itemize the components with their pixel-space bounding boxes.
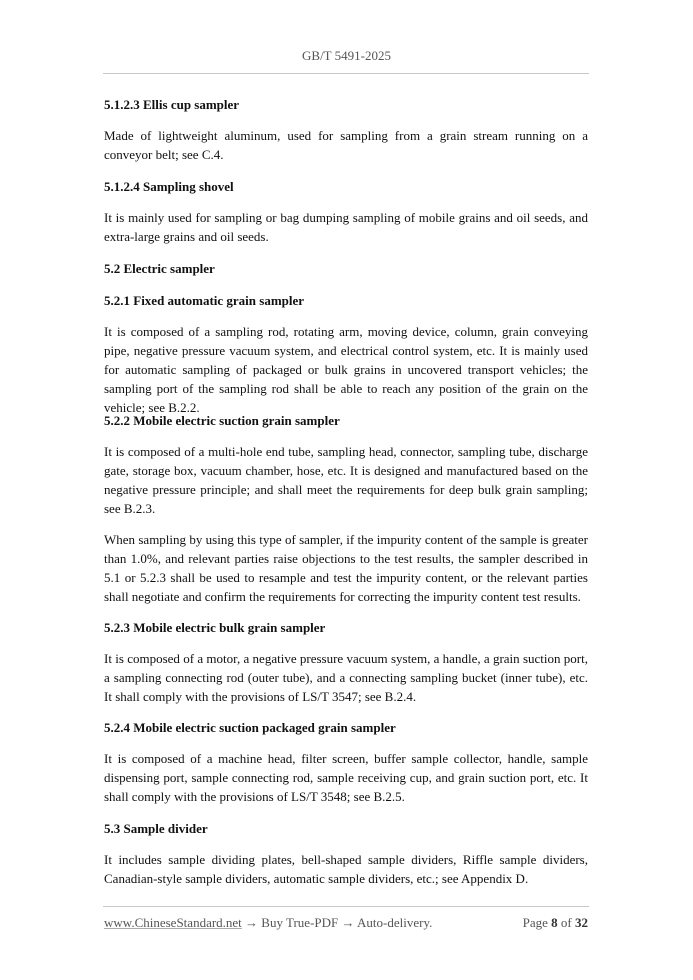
paragraph: It includes sample dividing plates, bell-shaped sample dividers, Riffle sample dividers, Canadian-style sample dividers, automatic sample dividers, etc.; see Appendix D. (104, 852, 588, 886)
section-heading: 5.2 Electric sampler (104, 261, 215, 276)
section-heading: 5.1.2.3 Ellis cup sampler (104, 97, 240, 112)
paragraph: Made of lightweight aluminum, used for sampling from a grain stream running on a conveyor belt; see C.4. (104, 128, 588, 162)
section-heading: 5.2.2 Mobile electric suction grain sampler (104, 413, 340, 428)
section-heading: 5.2.3 Mobile electric bulk grain sampler (104, 620, 326, 635)
website-link[interactable]: www.ChineseStandard.net (104, 915, 242, 930)
section-heading: 5.3 Sample divider (104, 821, 208, 836)
footer-promo (104, 915, 432, 931)
paragraph: When sampling by using this type of sampler, if the impurity content of the sample is greater than 1.0%, and relevant parties raise objections to the test results, the sampler described in 5.1 or 5.2.3 shall be used to resample and test the impurity content, or the relevant parties shall negotiate and confirm the requirements for correcting the impurity content test results. (104, 532, 588, 604)
paragraph: It is composed of a machine head, filter screen, buffer sample collector, handle, sample dispensing port, sample connecting rod, sample receiving cup, and grain suction port, etc. It shall comply with the provisions of LS/T 3548; see B.2.5. (104, 751, 588, 804)
paragraph: It is composed of a sampling rod, rotating arm, moving device, column, grain conveying pipe, negative pressure vacuum system, and electrical control system, etc. It is mainly used for automatic sampling of packaged or bulk grains in uncovered transport vehicles; the sampling port of the sampling rod shall be able to reach any position of the grain on the vehicle; see B.2.2. (104, 324, 588, 415)
footer-divider (103, 906, 589, 907)
footer (104, 915, 588, 931)
section-heading: 5.2.4 Mobile electric suction packaged grain sampler (104, 720, 396, 735)
total-pages: 32 (575, 915, 588, 930)
paragraph: It is composed of a motor, a negative pressure vacuum system, a handle, a grain suction port, a sampling connecting rod (outer tube), and a connecting sampling bucket (inner tube), etc. It shall comply with the provisions of LS/T 3547; see B.2.4. (104, 651, 588, 704)
paragraph: It is mainly used for sampling or bag dumping sampling of mobile grains and oil seeds, and extra-large grains and oil seeds. (104, 210, 588, 244)
document-id-header: GB/T 5491-2025 (302, 48, 391, 63)
section-heading: 5.1.2.4 Sampling shovel (104, 179, 234, 194)
header-divider (103, 73, 589, 74)
section-heading: 5.2.1 Fixed automatic grain sampler (104, 293, 305, 308)
footer-promo-text: → Buy True-PDF → Auto-delivery. (241, 915, 433, 930)
current-page: 8 (551, 915, 558, 930)
page-number: Page 8 of 32 (522, 915, 588, 930)
paragraph: It is composed of a multi-hole end tube, sampling head, connector, sampling tube, discharge gate, storage box, vacuum chamber, hose, etc. It is designed and manufactured based on the negative pressure principle; and shall meet the requirements for deep bulk grain sampling; see B.2.3. (104, 444, 588, 516)
